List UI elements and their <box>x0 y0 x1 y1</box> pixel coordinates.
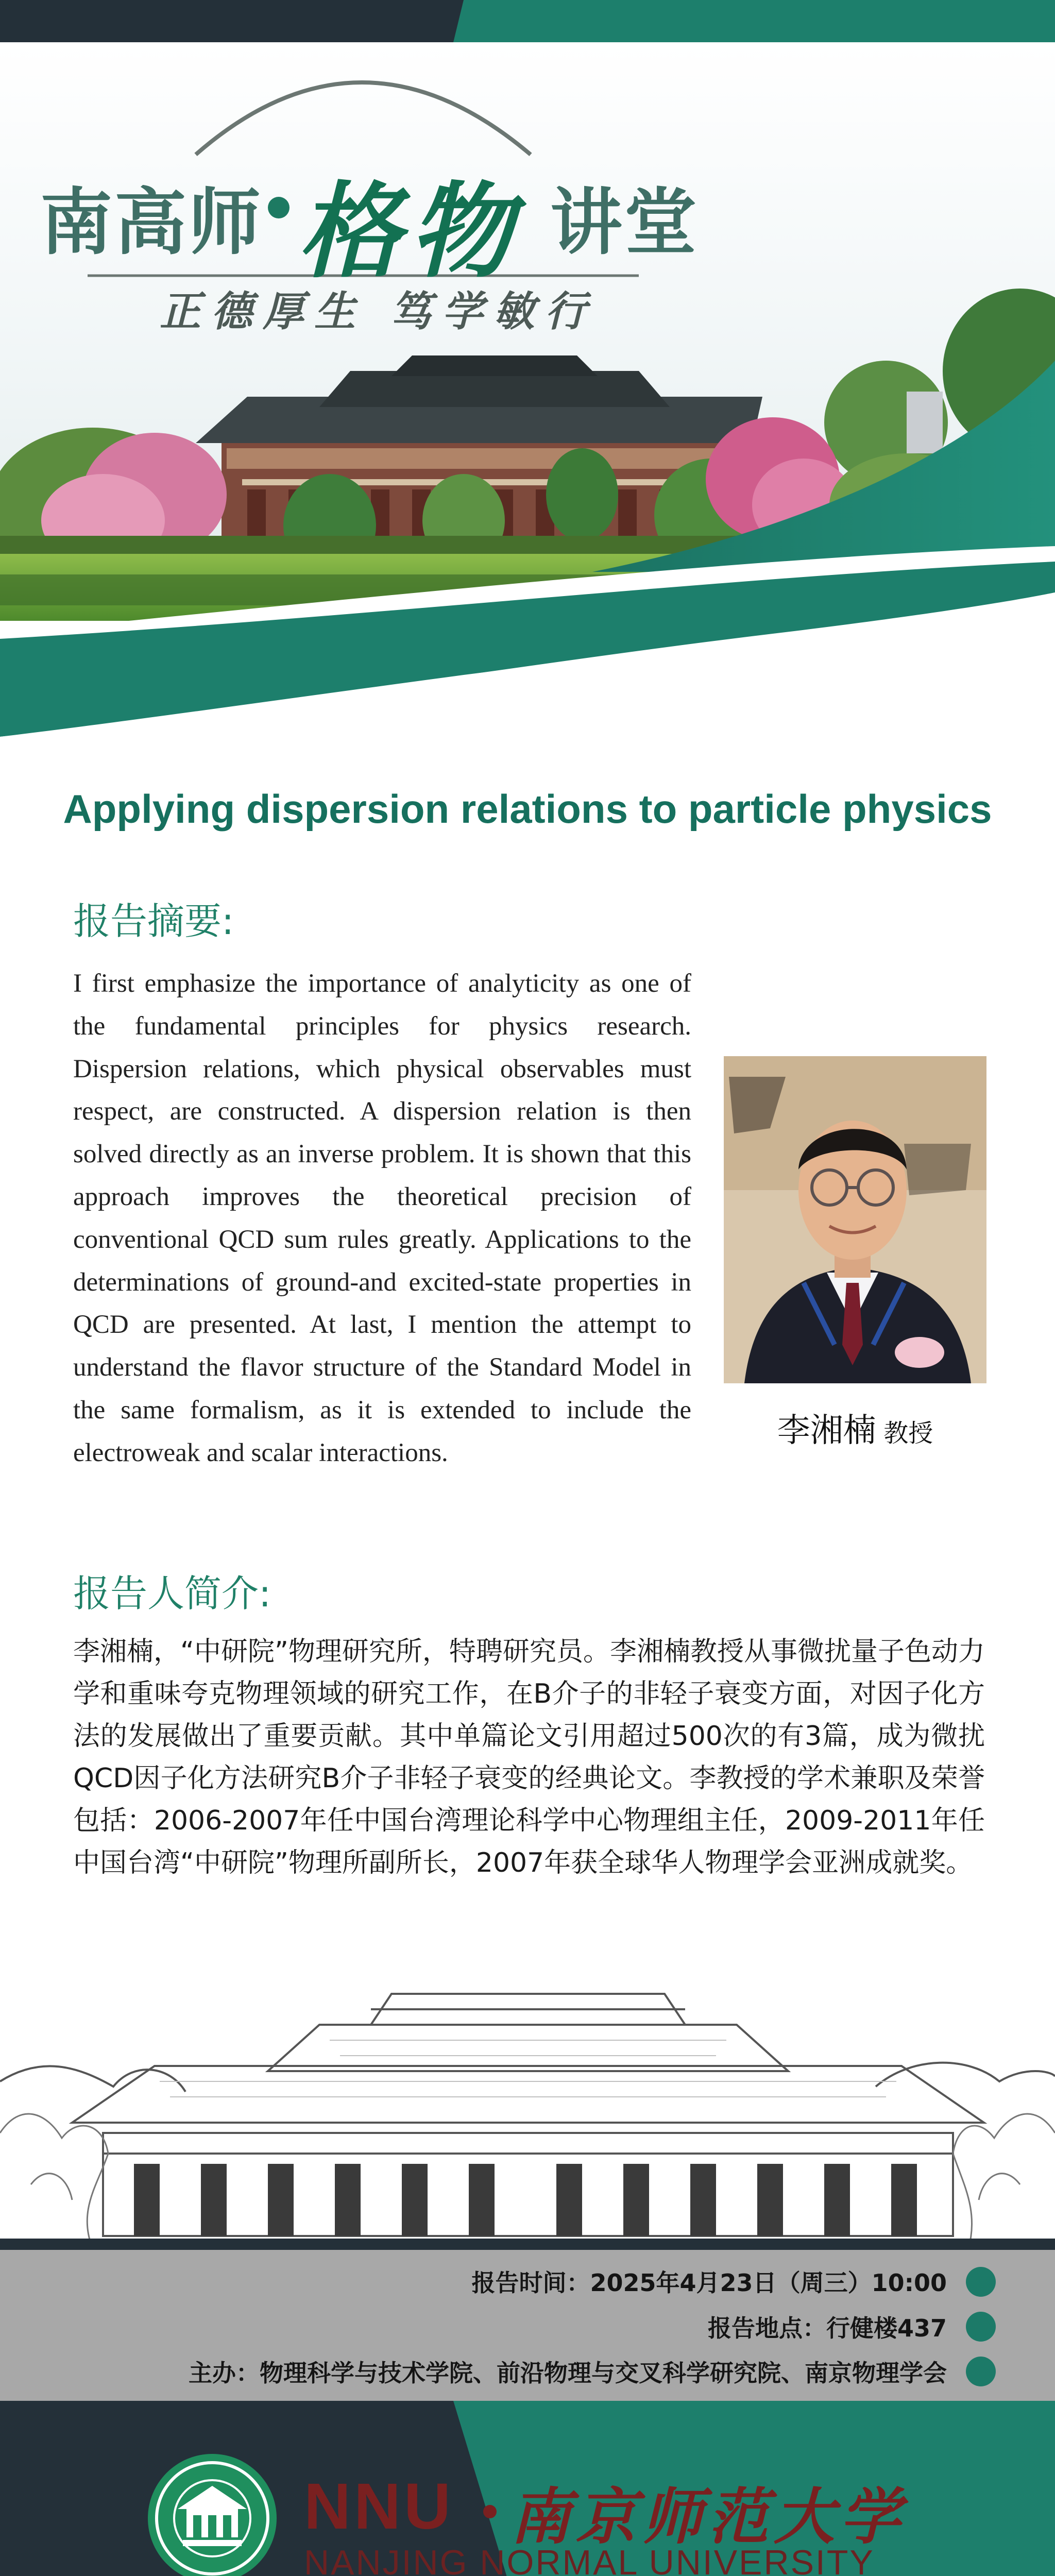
teal-dot-icon <box>966 2357 996 2386</box>
lecture-series-logo <box>40 139 720 292</box>
bio-heading: 报告人简介: <box>73 1572 271 1615</box>
nnu-separator-dot <box>483 2505 497 2518</box>
nnu-abbreviation: NNU <box>304 2470 454 2543</box>
building-sketch <box>0 1968 1055 2249</box>
abstract-heading: 报告摘要: <box>73 900 234 943</box>
brand-center-text: 格物 <box>298 171 521 292</box>
speaker-title: 教授 <box>883 1419 933 1448</box>
speaker-name: 李湘楠 <box>777 1412 876 1450</box>
teal-dot-icon <box>966 2312 996 2342</box>
brand-right-text: 讲堂 <box>550 181 699 265</box>
header-background <box>0 0 1055 742</box>
speaker-photo <box>724 1056 986 1383</box>
bio-text: 李湘楠，“中研院”物理研究所，特聘研究员。李湘楠教授从事微扰量子色动力学和重味夸克物理领域的研究工作，在B介子的非轻子衰变方面，对因子化方法的发展做出了重要贡献。其中单篇论文引用超过500次的有3篇，成为微扰QCD因子化方法研究B介子非轻子衰变的经典论文。李教授的学术兼职及荣誉包括：2006-2007年任中国台湾理论科学中心物理组主任，2009-2011年任中国台湾“中研院”物理所副所长，2007年获全球华人物理学会亚洲成就奖。 <box>73 1636 985 1878</box>
university-name-chinese: 南京师范大学 <box>510 2481 906 2552</box>
brand-left-text: 南高师 <box>40 181 263 265</box>
university-name-english: NANJING NORMAL UNIVERSITY <box>304 2543 875 2576</box>
teal-dot-icon <box>966 2267 996 2297</box>
brand-dot-icon <box>268 197 290 218</box>
school-motto: 正德厚生 笃学敏行 <box>160 287 597 335</box>
talk-time: 报告时间：2025年4月23日（周三）10:00 <box>471 2269 947 2297</box>
talk-host: 主办：物理科学与技术学院、前沿物理与交叉科学研究院、南京物理学会 <box>189 2359 947 2387</box>
talk-location: 报告地点：行健楼437 <box>707 2314 947 2342</box>
abstract-text: I first emphasize the importance of analyticity as one of the fundamental principles for physics research. Dispersion relations, which physical observables must respect, are constructed. A dispersion relation is then solved directly as an inverse problem. It is shown that this approach improves the theoretical precision of conventional QCD sum rules greatly. Applications to the determinations of ground-and excited-state properties in QCD are presented. At last, I mention the attempt to understand the flavor structure of the Standard Model in the same formalism, as it is extended to include the electroweak and scalar interactions. <box>73 969 691 1467</box>
speaker-caption <box>724 1404 986 1451</box>
talk-title: Applying dispersion relations to particle physics <box>63 786 992 832</box>
